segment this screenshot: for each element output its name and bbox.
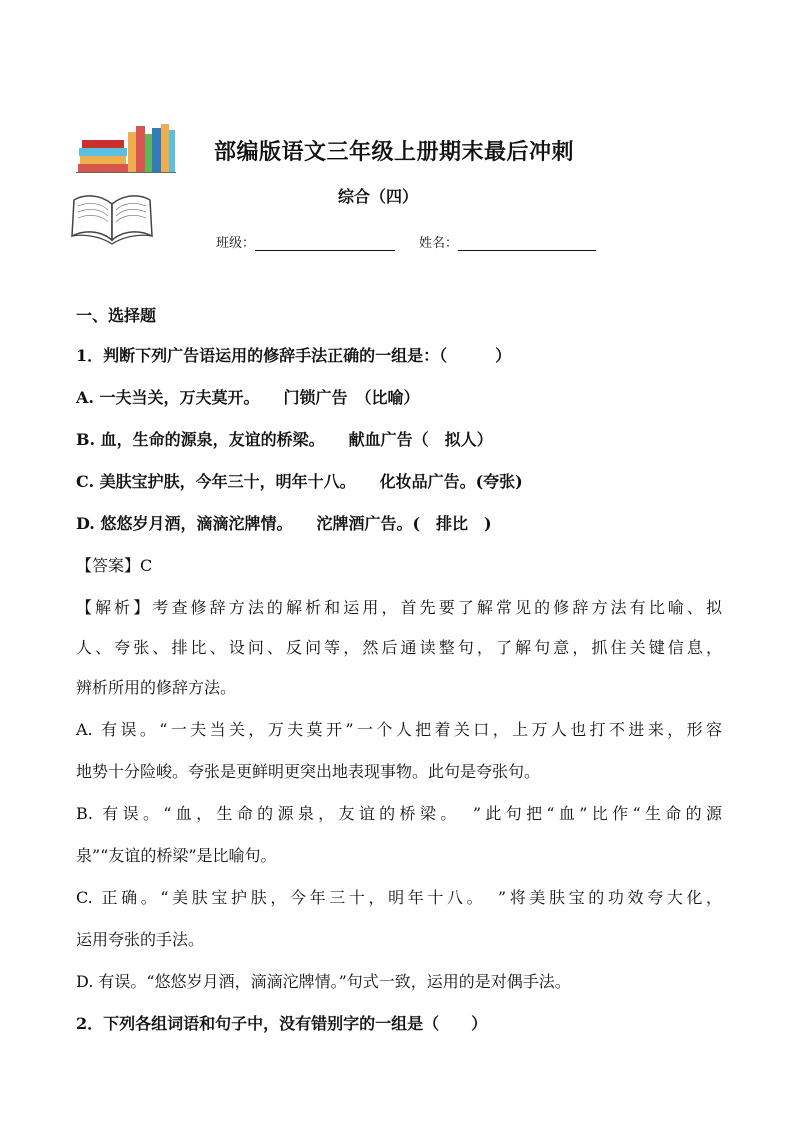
analysis-line: 人、夸张、排比、设问、反问等，然后通读整句，了解句意，抓住关键信息， — [76, 638, 722, 657]
analysis-line: 泉”“友谊的桥梁”是比喻句。 — [76, 846, 277, 865]
question-1-answer: 【答案】C — [76, 556, 153, 575]
books-icon — [76, 124, 176, 174]
analysis-line: C. 正确。“美肤宝护肤，今年三十，明年十八。 ”将美肤宝的功效夸大化， — [76, 888, 722, 907]
analysis-line: 运用夸张的手法。 — [76, 930, 205, 949]
section-heading: 一、选择题 — [76, 306, 157, 325]
analysis-line: 地势十分险峻。夸张是更鲜明更突出地表现事物。此句是夸张句。 — [76, 762, 541, 781]
question-1-option-d: D. 悠悠岁月酒，滴滴沱牌情。 沱牌酒广告。( 排比 ) — [76, 514, 492, 533]
analysis-line: 辨析所用的修辞方法。 — [76, 678, 237, 697]
class-blank-line[interactable] — [255, 236, 395, 251]
question-1-option-c: C. 美肤宝护肤，今年三十，明年十八。 化妆品广告。(夸张) — [76, 472, 523, 491]
analysis-line: D. 有误。“悠悠岁月酒，滴滴沱牌情。”句式一致，运用的是对偶手法。 — [76, 972, 571, 991]
question-1-option-b: B. 血，生命的源泉，友谊的桥梁。 献血广告（ 拟人） — [76, 430, 493, 449]
analysis-line: B. 有误。“血，生命的源泉，友谊的桥梁。 ”此句把“血”比作“生命的源 — [76, 804, 722, 823]
document-subtitle: 综合（四） — [338, 187, 419, 206]
question-1-option-a: A. 一夫当关，万夫莫开。 门锁广告 （比喻） — [76, 388, 420, 407]
analysis-line: 【解析】考查修辞方法的解析和运用，首先要了解常见的修辞方法有比喻、拟 — [76, 598, 722, 617]
name-blank-line[interactable] — [458, 236, 596, 251]
analysis-line: A. 有误。“一夫当关，万夫莫开”一个人把着关口，上万人也打不进来，形容 — [76, 720, 722, 739]
open-book-icon — [70, 190, 154, 248]
question-2-stem: 2．下列各组词语和句子中，没有错别字的一组是（ ） — [76, 1014, 488, 1033]
student-info-row — [216, 232, 596, 251]
class-label: 班级： — [216, 236, 256, 251]
name-label: 姓名： — [419, 236, 459, 251]
document-title: 部编版语文三年级上册期末最后冲刺 — [214, 139, 575, 165]
question-1-stem: 1．判断下列广告语运用的修辞手法正确的一组是：（ ） — [76, 346, 512, 365]
